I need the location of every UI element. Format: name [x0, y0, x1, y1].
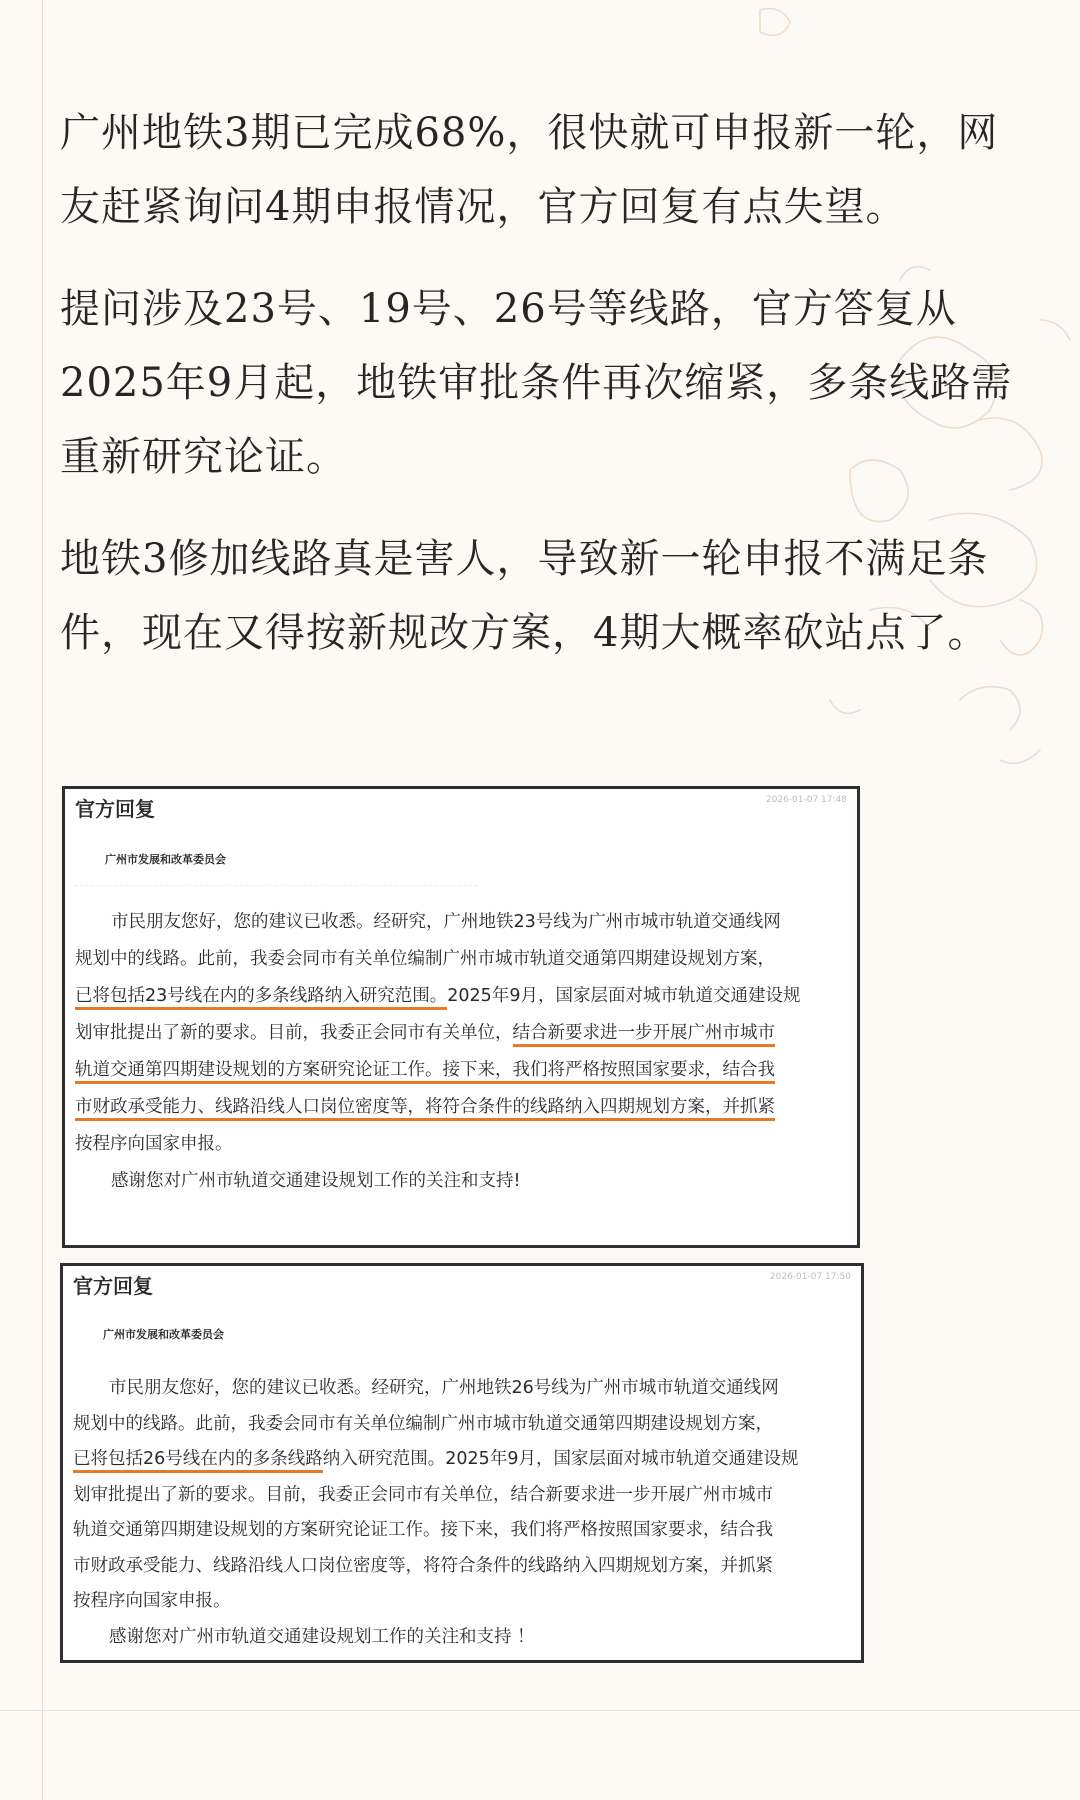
reply-line [73, 1442, 851, 1478]
article-paragraph-3: 地铁3修加线路真是害人，导致新一轮申报不满足条件，现在又得按新规改方案，4期大概率砍站点了。 [60, 536, 989, 656]
reply-line: 市民朋友您好，您的建议已收悉。经研究，广州地铁23号线为广州市城市轨道交通线网 [111, 912, 781, 932]
reply-timestamp: 2026-01-07 17:50 [769, 1272, 851, 1282]
reply-line: 轨道交通第四期建设规划的方案研究论证工作。接下来，我们将严格按照国家要求，结合我 [73, 1520, 773, 1540]
highlighted-text: 市财政承受能力、线路沿线人口岗位密度等，将符合条件的线路纳入四期规划方案，并抓紧 [75, 1097, 775, 1121]
reply-body [75, 904, 847, 1200]
reply-line [75, 1052, 847, 1089]
reply-line: 规划中的线路。此前，我委会同市有关单位编制广州市城市轨道交通第四期建设规划方案， [75, 949, 775, 969]
reply-text: 纳入研究范围。2025年9月，国家层面对城市轨道交通建设规 [322, 1449, 799, 1469]
reply-line: 规划中的线路。此前，我委会同市有关单位编制广州市城市轨道交通第四期建设规划方案， [73, 1413, 773, 1434]
reply-timestamp: 2026-01-07 17:48 [765, 795, 847, 805]
reply-title: 官方回复 [73, 1274, 153, 1298]
reply-line: 按程序向国家申报。 [75, 1134, 233, 1154]
article-paragraph-1: 广州地铁3期已完成68%，很快就可申报新一轮，网友赶紧询问4期申报情况，官方回复有点失望。 [60, 110, 999, 230]
reply-line: 感谢您对广州市轨道交通建设规划工作的关注和支持! [111, 1171, 521, 1191]
reply-line: 划审批提出了新的要求。目前，我委正会同市有关单位，结合新要求进一步开展广州市城市 [73, 1484, 773, 1505]
reply-line [75, 1015, 847, 1052]
footer-divider [0, 1710, 1080, 1711]
reply-line [75, 1089, 847, 1126]
highlighted-text: 已将包括23号线在内的多条线路纳入研究范围。 [75, 986, 447, 1010]
reply-line [75, 978, 847, 1015]
highlighted-text: 已将包括26号线在内的多条线路 [73, 1449, 323, 1473]
official-reply-screenshot-26 [60, 1263, 864, 1663]
reply-separator [75, 885, 477, 886]
highlighted-text: 结合新要求进一步开展广州市城市 [513, 1023, 776, 1047]
article-text [60, 96, 1020, 698]
reply-text: 划审批提出了新的要求。目前，我委正会同市有关单位， [75, 1023, 513, 1043]
reply-line: 按程序向国家申报。 [73, 1591, 231, 1611]
reply-title: 官方回复 [75, 797, 155, 821]
reply-line: 市民朋友您好，您的建议已收悉。经研究，广州地铁26号线为广州市城市轨道交通线网 [109, 1378, 779, 1398]
highlighted-text: 接下来，我们将严格按照国家要求，结合我 [443, 1060, 776, 1084]
reply-organization: 广州市发展和改革委员会 [103, 1328, 224, 1341]
reply-body [73, 1371, 851, 1655]
reply-line: 市财政承受能力、线路沿线人口岗位密度等，将符合条件的线路纳入四期规划方案，并抓紧 [73, 1555, 773, 1576]
reply-text: 2025年9月，国家层面对城市轨道交通建设规 [447, 986, 801, 1006]
article-paragraph-2: 提问涉及23号、19号、26号等线路，官方答复从2025年9月起，地铁审批条件再次缩紧，多条线路需重新研究论证。 [60, 286, 1013, 480]
page-margin-line [42, 0, 43, 1800]
reply-organization: 广州市发展和改革委员会 [105, 853, 226, 866]
reply-line: 感谢您对广州市轨道交通建设规划工作的关注和支持 ！ [109, 1626, 535, 1647]
official-reply-screenshot-23 [62, 786, 860, 1248]
highlighted-text: 轨道交通第四期建设规划的方案研究论证工作。 [75, 1060, 443, 1084]
